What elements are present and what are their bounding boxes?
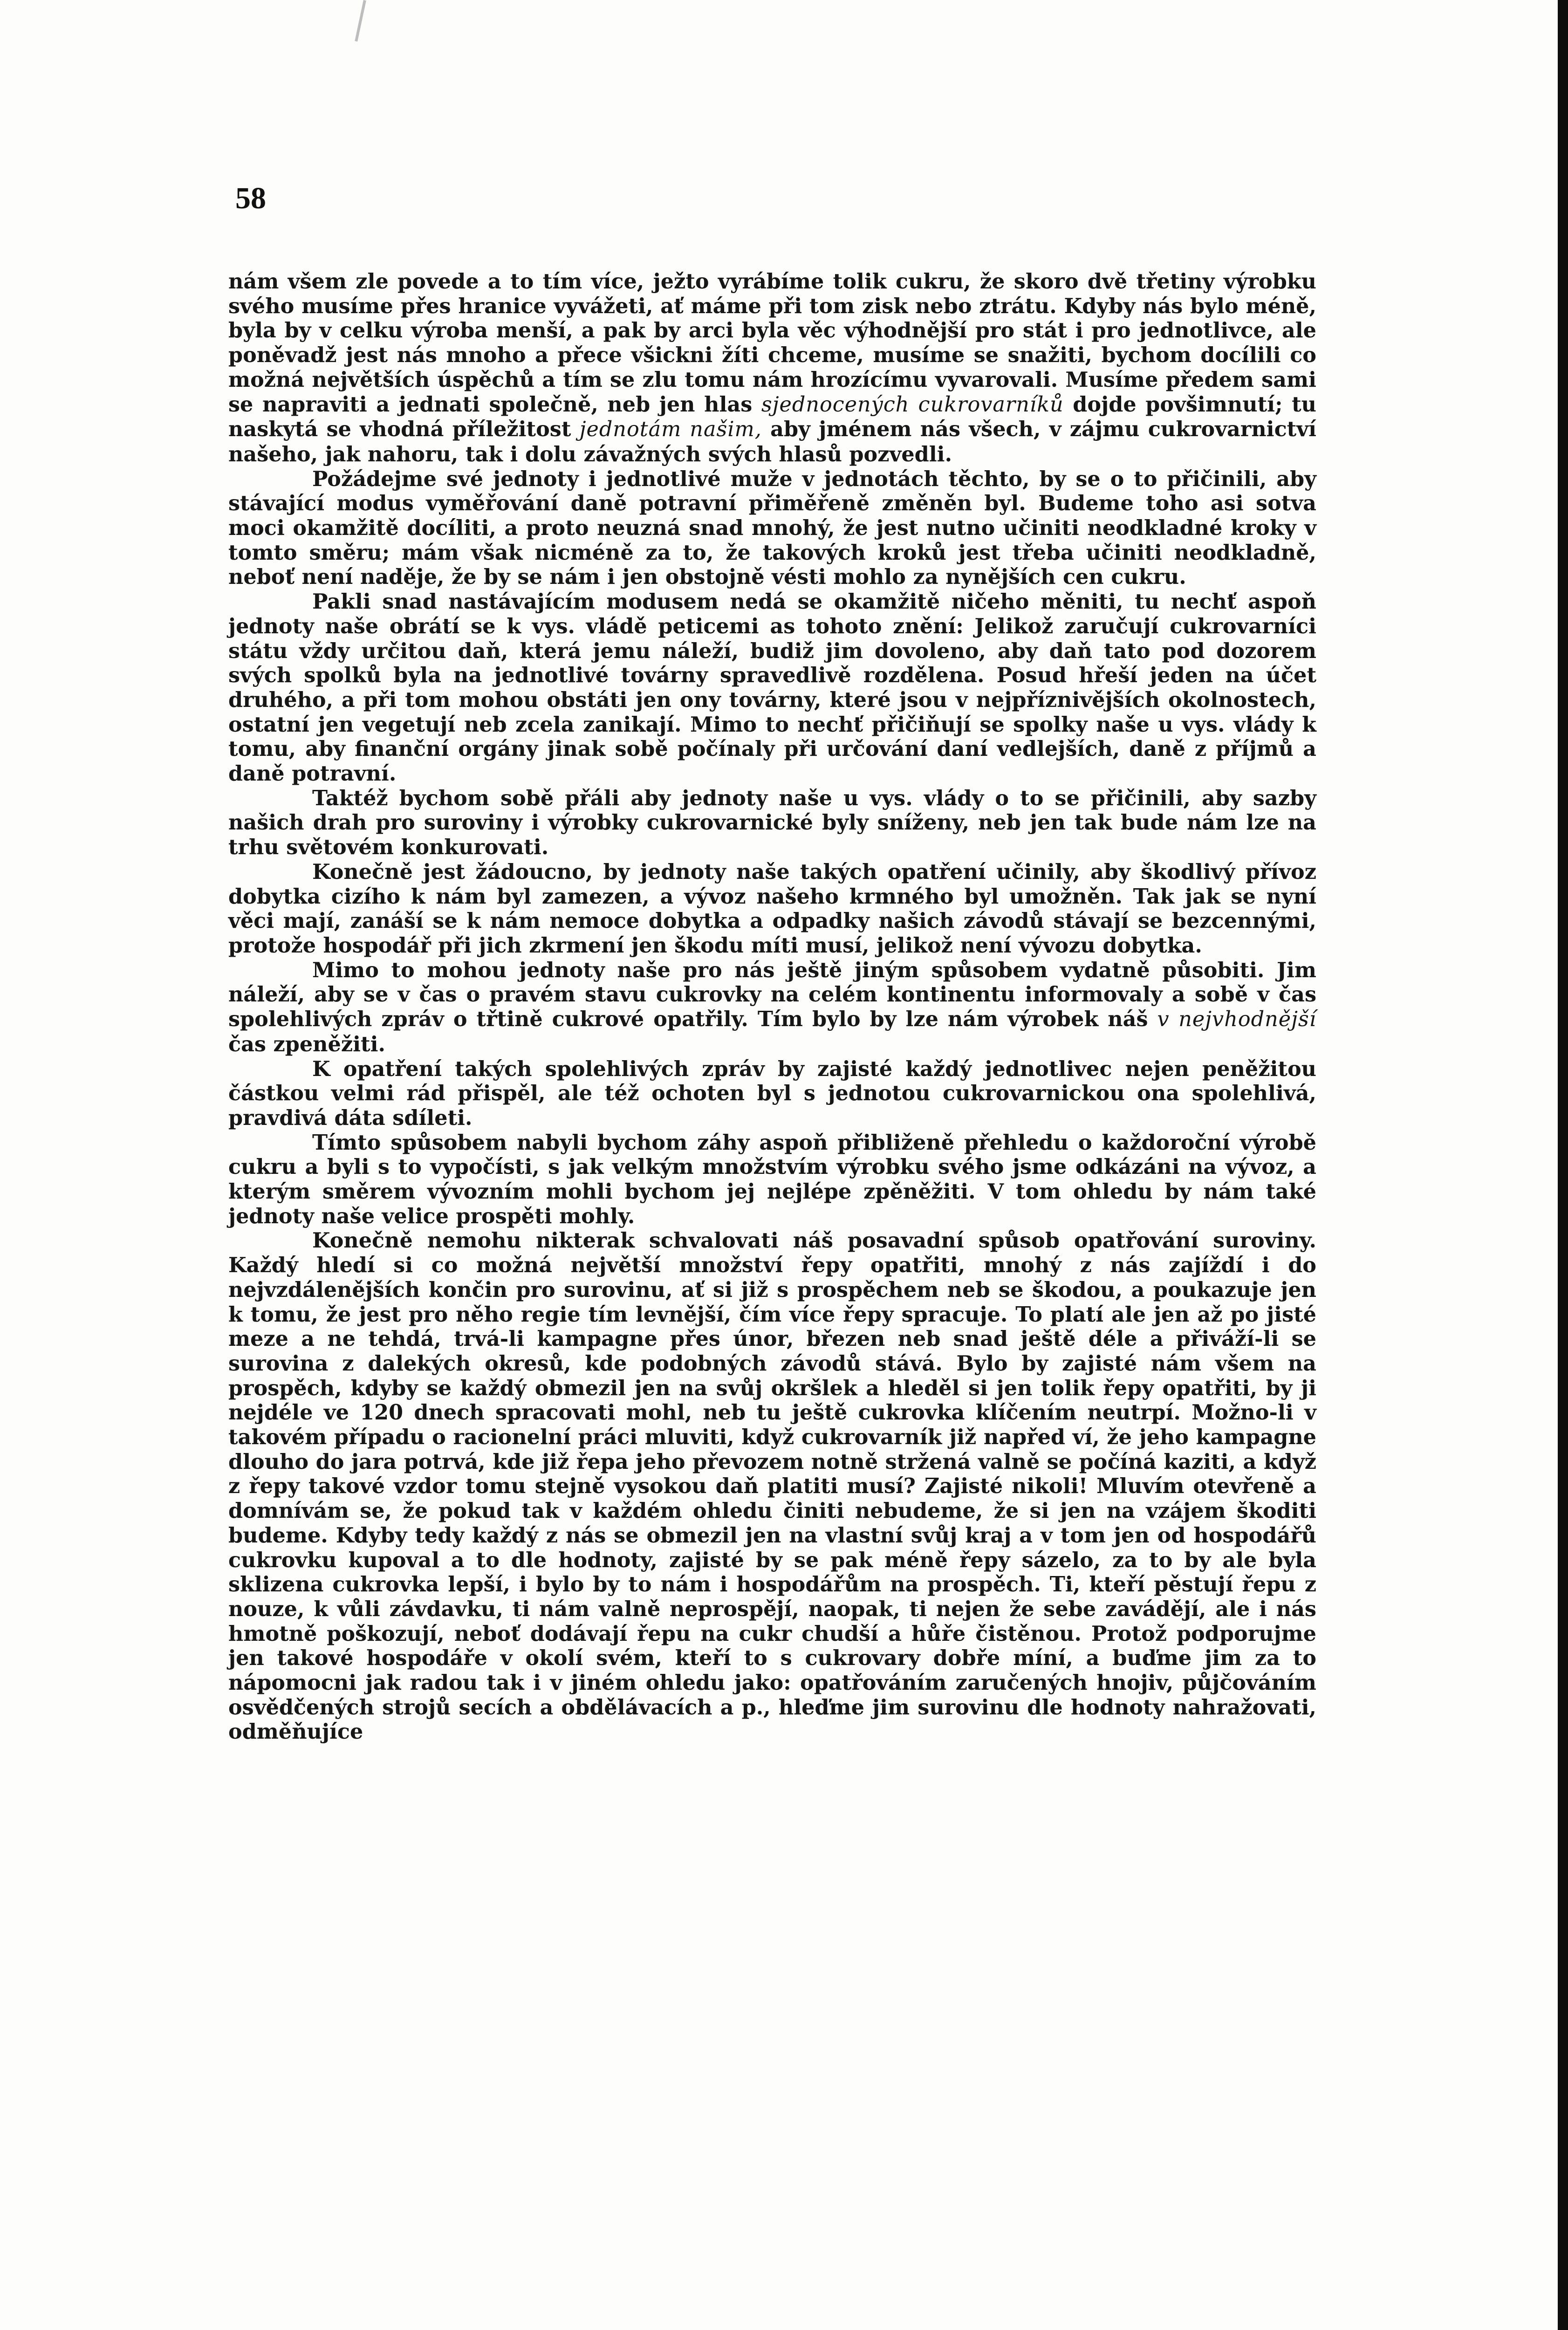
emphasized-text: jednotám našim, [579, 418, 762, 442]
paragraph-text: dojde povšimnutí; tu naskytá se vhodná příležitost [228, 392, 1316, 442]
scan-artifact-line [355, 0, 366, 41]
paragraph-text: Tímto spůsobem nabyli bychom záhy aspoň přibliženě přehledu o každoroční výrobě cukru a byli s to vypočísti, s jak velkým množstvím výrobku svého jsme odkázáni na vývoz, a kterým směrem vývozním mohli bychom jej nejlépe zpěněžiti. V tom ohledu by nám také jednoty naše velice prospěti mohly. [228, 1130, 1316, 1228]
paragraph-text: čas zpeněžiti. [228, 1032, 385, 1056]
paragraph-text: Požádejme své jednoty i jednotlivé muže v jednotách těchto, by se o to přičinili, aby stávající modus vyměřování daně potravní přiměřeně změněn byl. Budeme toho asi sotva moci okamžitě docíliti, a proto neuzná snad mnohý, že jest nutno učiniti neodkladné kroky v tomto směru; mám však nicméně za to, že takových kroků jest třeba učiniti neodkladně, neboť není naděje, že by se nám i jen obstojně vésti mohlo za nynějších cen cukru. [228, 466, 1316, 589]
paragraph-text: Pakli snad nastávajícím modusem nedá se okamžitě ničeho měniti, tu nechť aspoň jednoty naše obrátí se k vys. vládě peticemi as tohoto znění: Jelikož zaručují cukrovarníci státu vždy určitou daň, která jemu náleží, budiž jim dovoleno, aby daň tato pod dozorem svých spolků byla na jednotlivé továrny spravedlivě rozdělena. Posud hřeší jeden na účet druhého, a při tom mohou obstáti jen ony továrny, které jsou v nejpříznivějších okolnostech, ostatní jen vegetují neb zcela zanikají. Mimo to nechť přičiňují se spolky naše u vys. vlády k tomu, aby finanční orgány jinak sobě počínaly při určování daní vedlejších, daně z příjmů a daně potravní. [228, 589, 1316, 786]
paragraph-text: aby jménem nás všech, v zájmu cukrovarnictví našeho, jak nahoru, tak i dolu závažných svých hlasů pozvedli. [228, 417, 1316, 466]
paragraph-2 [228, 467, 1316, 590]
paragraph-7 [228, 1057, 1316, 1131]
page-edge-shadow [1558, 0, 1568, 2330]
paragraph-text: Konečně nemohu nikterak schvalovati náš posavadní spůsob opatřování suroviny. Každý hledí si co možná největší množství řepy opatřiti, mnohý z nás zajíždí i do nejvzdálenějších končin pro surovinu, ať si již s prospěchem neb se škodou, a poukazuje jen k tomu, že jest pro něho regie tím levnější, čím více řepy spracuje. To platí ale jen až po jisté meze a ne tehdá, trvá-li kampagne přes únor, březen neb snad ještě déle a přiváží-li se surovina z dalekých okresů, kde podobných závodů stává. Bylo by zajisté nám všem na prospěch, kdyby se každý obmezil jen na svůj okršlek a hleděl si jen tolik řepy opatřiti, by ji nejdéle ve 120 dnech spracovati mohl, neb tu ještě cukrovka klíčením neutrpí. Možno-li v takovém případu o racionelní práci mluviti, když cukrovarník již napřed ví, že jeho kampagne dlouho do jara potrvá, kde již řepa jeho převozem notně stržená valně se počíná kaziti, a když z řepy takové vzdor tomu stejně vysokou daň platiti musí? Zajisté nikoli! Mluvím otevřeně a domnívám se, že pokud tak v každém ohledu činiti nebudeme, že si jen na vzájem škoditi budeme. Kdyby tedy každý z nás se obmezil jen na vlastní svůj kraj a v tom jen od hospodářů cukrovku kupoval a to dle hodnoty, zajisté by se pak méně řepy sázelo, za to by ale byla sklizena cukrovka lepší, i bylo by to nám i hospodářům na prospěch. Ti, kteří pěstují řepu z nouze, k vůli závdavku, ti nám valně neprospějí, naopak, ti nejen že sebe zavádějí, ale i nás hmotně poškozují, neboť dodávají řepu na cukr chudší a hůře čistěnou. Protož podporujme jen takové hospodáře v okolí svém, kteří to s cukrovary dobře míní, a buďme jim za to nápomocni jak radou tak i v jiném ohledu jako: opatřováním zaručených hnojiv, půjčováním osvědčených strojů secích a obdělávacích a p., hleďme jim surovinu dle hodnoty nahražovati, odměňujíce [228, 1228, 1316, 1744]
paragraph-8 [228, 1131, 1316, 1229]
emphasized-text: sjednocených cukrovarníků [761, 392, 1064, 417]
emphasized-text: v nejvhodnější [1157, 1007, 1316, 1032]
paragraph-1 [228, 269, 1316, 467]
page-number: 58 [235, 181, 266, 215]
paragraph-3 [228, 589, 1316, 786]
paragraph-text: Mimo to mohou jednoty naše pro nás ještě jiným spůsobem vydatně působiti. Jim náleží, aby se v čas o pravém stavu cukrovky na celém kontinentu informovaly a sobě v čas spolehlivých zpráv o třtině cukrové opatřily. Tím bylo by lze nám výrobek náš [228, 958, 1316, 1032]
paragraph-5 [228, 860, 1316, 958]
paragraph-9 [228, 1228, 1316, 1744]
paragraph-text: Konečně jest žádoucno, by jednoty naše takých opatření učinily, aby škodlivý přívoz dobytka cizího k nám byl zamezen, a vývoz našeho krmného byl umožněn. Tak jak se nyní věci mají, zanáší se k nám nemoce dobytka a odpadky našich závodů stávají se bezcennými, protože hospodář při jich zkrmení jen škodu míti musí, jelikož není vývozu dobytka. [228, 859, 1316, 958]
paragraph-text: nám všem zle povede a to tím více, ježto vyrábíme tolik cukru, že skoro dvě třetiny výrobku svého musíme přes hranice vyvážeti, ať máme při tom zisk nebo ztrátu. Kdyby nás bylo méně, byla by v celku výroba menší, a pak by arci byla věc výhodnější pro stát i pro jednotlivce, ale poněvadž jest nás mnoho a přece všickni žíti chceme, musíme se snažiti, bychom docílili co možná největších úspěchů a tím se zlu tomu nám hrozícímu vyvarovali. Musíme předem sami se napraviti a jednati společně, neb jen hlas [228, 269, 1316, 417]
paragraph-text: K opatření takých spolehlivých zpráv by zajisté každý jednotlivec nejen peněžitou částkou velmi rád přispěl, ale též ochoten byl s jednotou cukrovarnickou ona spolehlivá, pravdivá dáta sdíleti. [228, 1056, 1316, 1130]
body-text [228, 269, 1316, 1744]
paragraph-text: Taktéž bychom sobě přáli aby jednoty naše u vys. vlády o to se přičinili, aby sazby našich drah pro suroviny i výrobky cukrovarnické byly sníženy, neb jen tak bude nám lze na trhu světovém konkurovati. [228, 786, 1316, 860]
paragraph-6 [228, 958, 1316, 1057]
paragraph-4 [228, 786, 1316, 860]
